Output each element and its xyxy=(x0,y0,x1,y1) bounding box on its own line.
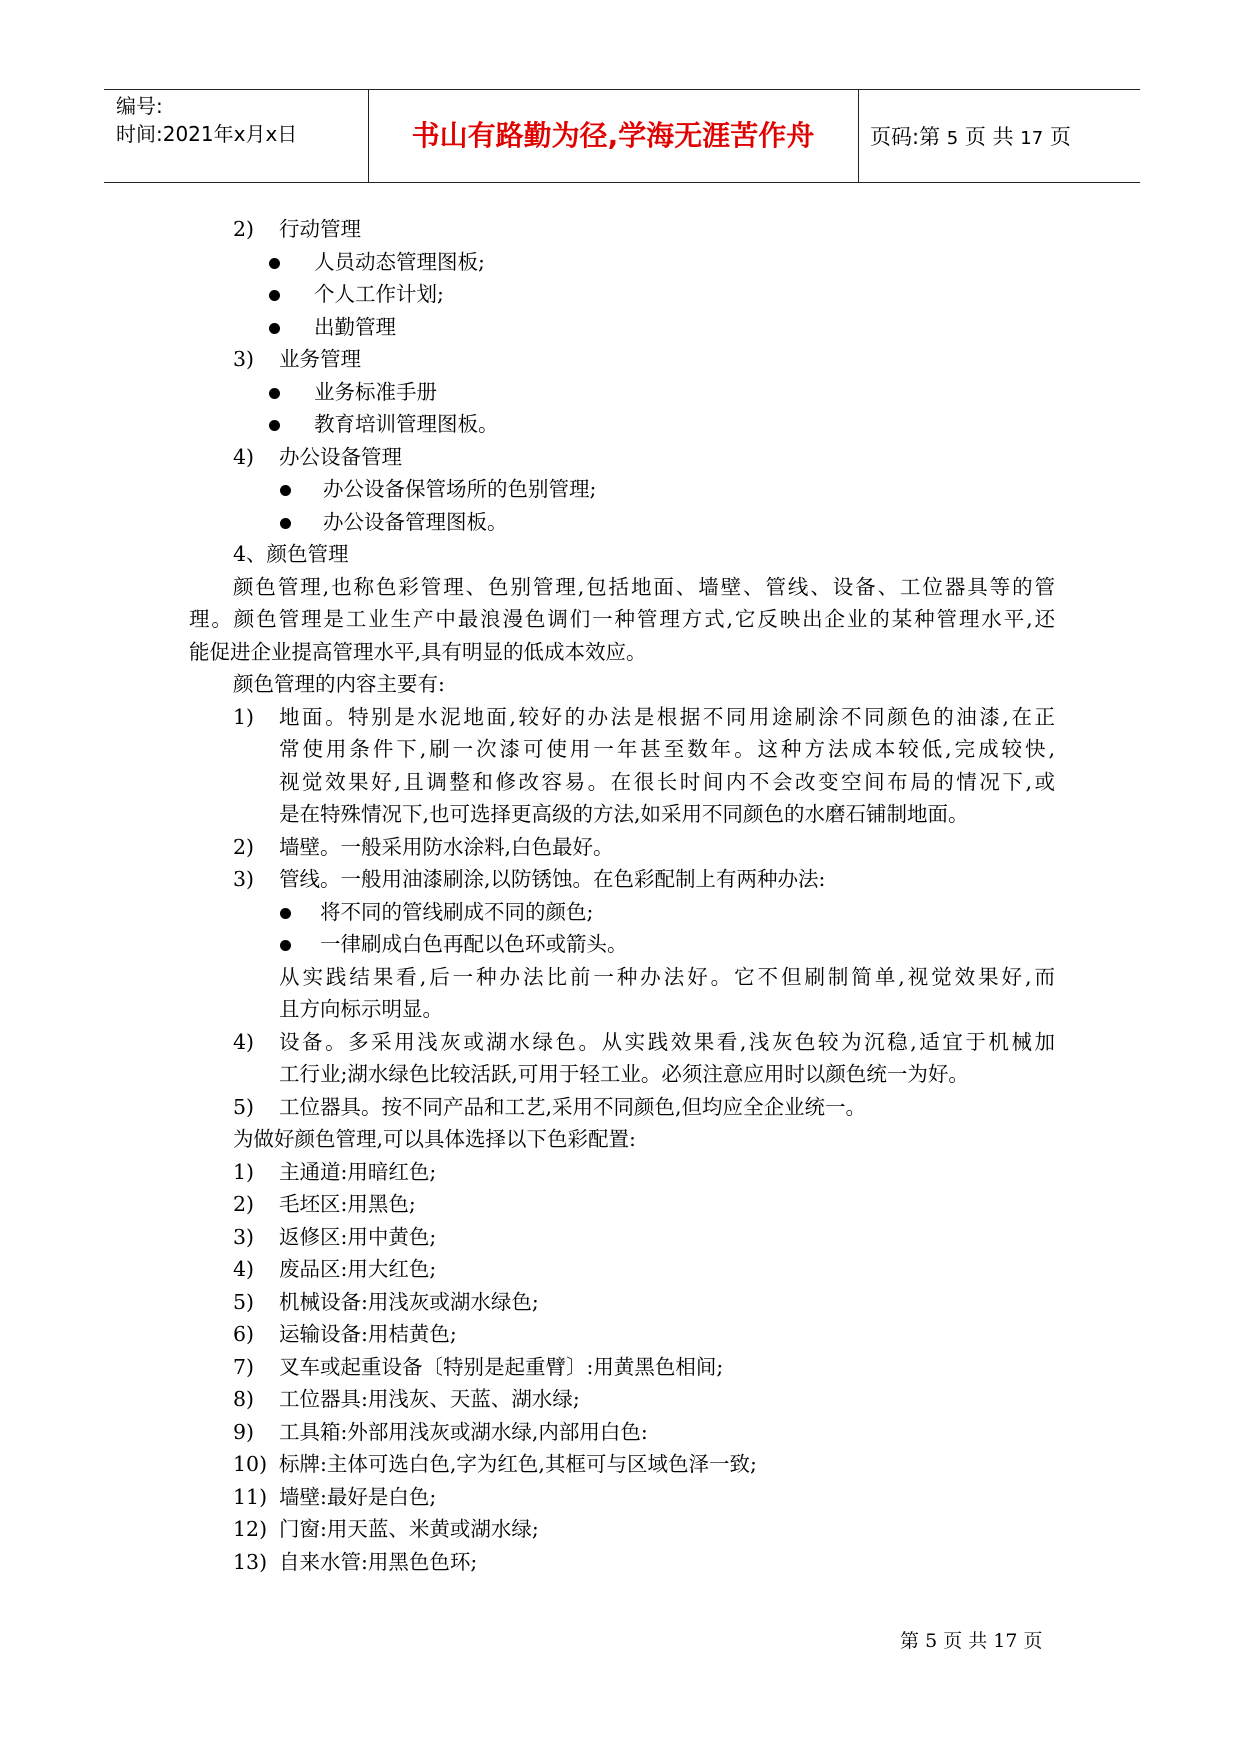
bullet-text: 业务标准手册 xyxy=(314,379,437,404)
item-number: 7) xyxy=(233,1354,255,1379)
bullet-item xyxy=(0,506,1241,539)
list-item xyxy=(0,1253,1241,1286)
paragraph-line xyxy=(0,603,1241,636)
bullet-icon xyxy=(269,420,280,431)
item-number: 2) xyxy=(233,217,255,241)
item-number: 1) xyxy=(233,1159,255,1184)
list-item xyxy=(0,1286,1241,1319)
item-text: 工行业;湖水绿色比较活跃,可用于轻工业。必须注意应用时以颜色统一为好。 xyxy=(279,1062,969,1086)
bullet-text: 办公设备保管场所的色别管理; xyxy=(323,477,597,501)
header-motto: 书山有路勤为径,学海无涯苦作舟 xyxy=(411,119,815,152)
item-text: 从实践结果看,后一种办法比前一种办法好。它不但刷制简单,视觉效果好,而 xyxy=(279,964,1055,989)
list-item xyxy=(0,343,1241,376)
list-item-continued xyxy=(0,961,1241,994)
item-number: 5) xyxy=(233,1094,255,1119)
list-item xyxy=(0,1026,1241,1059)
item-text: 且方向标示明显。 xyxy=(279,997,443,1021)
item-number: 4) xyxy=(233,1257,255,1281)
item-text: 运输设备:用桔黄色; xyxy=(279,1322,457,1346)
item-number: 3) xyxy=(233,1224,255,1249)
item-title: 行动管理 xyxy=(279,217,361,241)
item-text: 叉车或起重设备〔特别是起重臂〕:用黄黑色相间; xyxy=(279,1354,724,1379)
bullet-text: 出勤管理 xyxy=(314,314,396,339)
list-item xyxy=(0,1188,1241,1221)
paragraph-text: 颜色管理的内容主要有: xyxy=(233,672,445,696)
item-text: 标牌:主体可选白色,字为红色,其框可与区域色泽一致; xyxy=(279,1452,757,1476)
bullet-icon xyxy=(280,485,291,496)
item-text: 返修区:用中黄色; xyxy=(279,1224,437,1249)
paragraph-text: 能促进企业提高管理水平,具有明显的低成本效应。 xyxy=(189,639,647,664)
item-title: 办公设备管理 xyxy=(279,444,402,469)
paragraph-line xyxy=(0,636,1241,669)
bullet-icon xyxy=(280,908,291,919)
item-text: 自来水管:用黑色色环; xyxy=(279,1549,478,1574)
item-number: 8) xyxy=(233,1387,255,1411)
list-item xyxy=(0,1513,1241,1546)
item-number: 4) xyxy=(233,444,255,469)
list-item xyxy=(0,441,1241,474)
bullet-item xyxy=(0,473,1241,506)
bullet-item xyxy=(0,408,1241,441)
item-text: 是在特殊情况下,也可选择更高级的方法,如采用不同颜色的水磨石铺制地面。 xyxy=(279,802,969,826)
paragraph-text: 理。颜色管理是工业生产中最浪漫色调们一种管理方式,它反映出企业的某种管理水平,还 xyxy=(189,607,1055,631)
section-heading xyxy=(0,538,1241,571)
item-text: 工位器具。按不同产品和工艺,采用不同颜色,但均应全企业统一。 xyxy=(279,1094,867,1119)
list-item xyxy=(0,1416,1241,1449)
list-item xyxy=(0,1091,1241,1124)
bullet-text: 办公设备管理图板。 xyxy=(323,509,508,534)
item-number: 3) xyxy=(233,867,255,891)
list-item-continued xyxy=(0,1058,1241,1091)
item-number: 11) xyxy=(233,1484,268,1509)
paragraph-line xyxy=(0,571,1241,604)
paragraph-line xyxy=(0,1123,1241,1156)
footer-suffix: 页 xyxy=(1023,1630,1043,1652)
footer-prefix: 第 xyxy=(900,1630,920,1652)
list-item xyxy=(0,213,1241,246)
document-body xyxy=(0,213,1241,1578)
footer-mid: 页 共 xyxy=(943,1630,988,1652)
bullet-text: 将不同的管线刷成不同的颜色; xyxy=(320,899,594,924)
bullet-item xyxy=(0,311,1241,344)
item-text: 墙壁:最好是白色; xyxy=(279,1484,437,1509)
bullet-item xyxy=(0,896,1241,929)
list-item xyxy=(0,1221,1241,1254)
item-number: 13) xyxy=(233,1549,268,1574)
item-number: 10) xyxy=(233,1452,268,1476)
item-text: 门窗:用天蓝、米黄或湖水绿; xyxy=(279,1517,539,1541)
header-bottom-rule xyxy=(104,182,1140,183)
footer-total: 17 xyxy=(993,1630,1018,1652)
list-item xyxy=(0,1383,1241,1416)
item-title: 业务管理 xyxy=(279,347,361,371)
paragraph-line xyxy=(0,668,1241,701)
list-item xyxy=(0,831,1241,864)
list-item xyxy=(0,1156,1241,1189)
item-number: 5) xyxy=(233,1289,255,1314)
list-item-continued xyxy=(0,733,1241,766)
page-total: 17 xyxy=(1020,128,1044,149)
list-item-continued xyxy=(0,993,1241,1026)
bullet-icon xyxy=(269,258,280,269)
item-text: 设备。多采用浅灰或湖水绿色。从实践效果看,浅灰色较为沉稳,适宜于机械加 xyxy=(279,1029,1055,1054)
item-text: 废品区:用大红色; xyxy=(279,1257,437,1281)
item-number: 3) xyxy=(233,347,255,371)
paragraph-text: 为做好颜色管理,可以具体选择以下色彩配置: xyxy=(233,1127,636,1151)
bullet-icon xyxy=(269,388,280,399)
list-item xyxy=(0,1448,1241,1481)
item-text: 工具箱:外部用浅灰或湖水绿,内部用白色: xyxy=(279,1419,648,1444)
bullet-text: 教育培训管理图板。 xyxy=(314,412,499,436)
footer-current: 5 xyxy=(925,1630,938,1652)
item-text: 地面。特别是水泥地面,较好的办法是根据不同用途刷涂不同颜色的油漆,在正 xyxy=(279,704,1055,729)
bullet-item xyxy=(0,278,1241,311)
bullet-item xyxy=(0,928,1241,961)
item-number: 4) xyxy=(233,1029,255,1054)
page-mid: 页 共 xyxy=(964,125,1014,149)
header-page-number xyxy=(870,123,1071,153)
item-number: 2) xyxy=(233,834,255,859)
list-item xyxy=(0,1546,1241,1579)
number-label: 编号: xyxy=(116,94,163,118)
page-suffix: 页 xyxy=(1049,125,1071,149)
page-footer xyxy=(900,1627,1043,1655)
list-item xyxy=(0,863,1241,896)
bullet-item xyxy=(0,376,1241,409)
item-text: 常使用条件下,刷一次漆可使用一年甚至数年。这种方法成本较低,完成较快, xyxy=(279,737,1055,761)
bullet-text: 个人工作计划; xyxy=(314,282,444,306)
bullet-icon xyxy=(269,290,280,301)
bullet-icon xyxy=(269,323,280,334)
list-item xyxy=(0,1481,1241,1514)
item-text: 视觉效果好,且调整和修改容易。在很长时间内不会改变空间布局的情况下,或 xyxy=(279,769,1055,794)
time-text: 时间:2021年x月x日 xyxy=(116,122,298,146)
item-number: 2) xyxy=(233,1192,255,1216)
item-number: 6) xyxy=(233,1322,255,1346)
item-text: 管线。一般用油漆刷涂,以防锈蚀。在色彩配制上有两种办法: xyxy=(279,867,826,891)
list-item xyxy=(0,1318,1241,1351)
item-text: 墙壁。一般采用防水涂料,白色最好。 xyxy=(279,834,614,859)
paragraph-text: 颜色管理,也称色彩管理、色别管理,包括地面、墙壁、管线、设备、工位器具等的管 xyxy=(233,574,1055,599)
bullet-text: 一律刷成白色再配以色环或箭头。 xyxy=(320,932,628,956)
item-text: 毛坯区:用黑色; xyxy=(279,1192,416,1216)
list-item-continued xyxy=(0,766,1241,799)
item-text: 主通道:用暗红色; xyxy=(279,1159,437,1184)
list-item-continued xyxy=(0,798,1241,831)
header-meta xyxy=(116,92,297,148)
item-text: 机械设备:用浅灰或湖水绿色; xyxy=(279,1289,539,1314)
bullet-item xyxy=(0,246,1241,279)
item-number: 9) xyxy=(233,1419,255,1444)
list-item xyxy=(0,701,1241,734)
color-heading: 4、颜色管理 xyxy=(233,542,349,566)
item-number: 1) xyxy=(233,704,255,729)
bullet-icon xyxy=(280,940,291,951)
item-number: 12) xyxy=(233,1517,268,1541)
item-text: 工位器具:用浅灰、天蓝、湖水绿; xyxy=(279,1387,580,1411)
list-item xyxy=(0,1351,1241,1384)
page-prefix: 页码:第 xyxy=(870,125,941,149)
page-current: 5 xyxy=(946,128,959,149)
header-divider xyxy=(858,90,859,182)
bullet-text: 人员动态管理图板; xyxy=(314,249,485,274)
header-top-rule xyxy=(104,89,1140,90)
bullet-icon xyxy=(280,518,291,529)
